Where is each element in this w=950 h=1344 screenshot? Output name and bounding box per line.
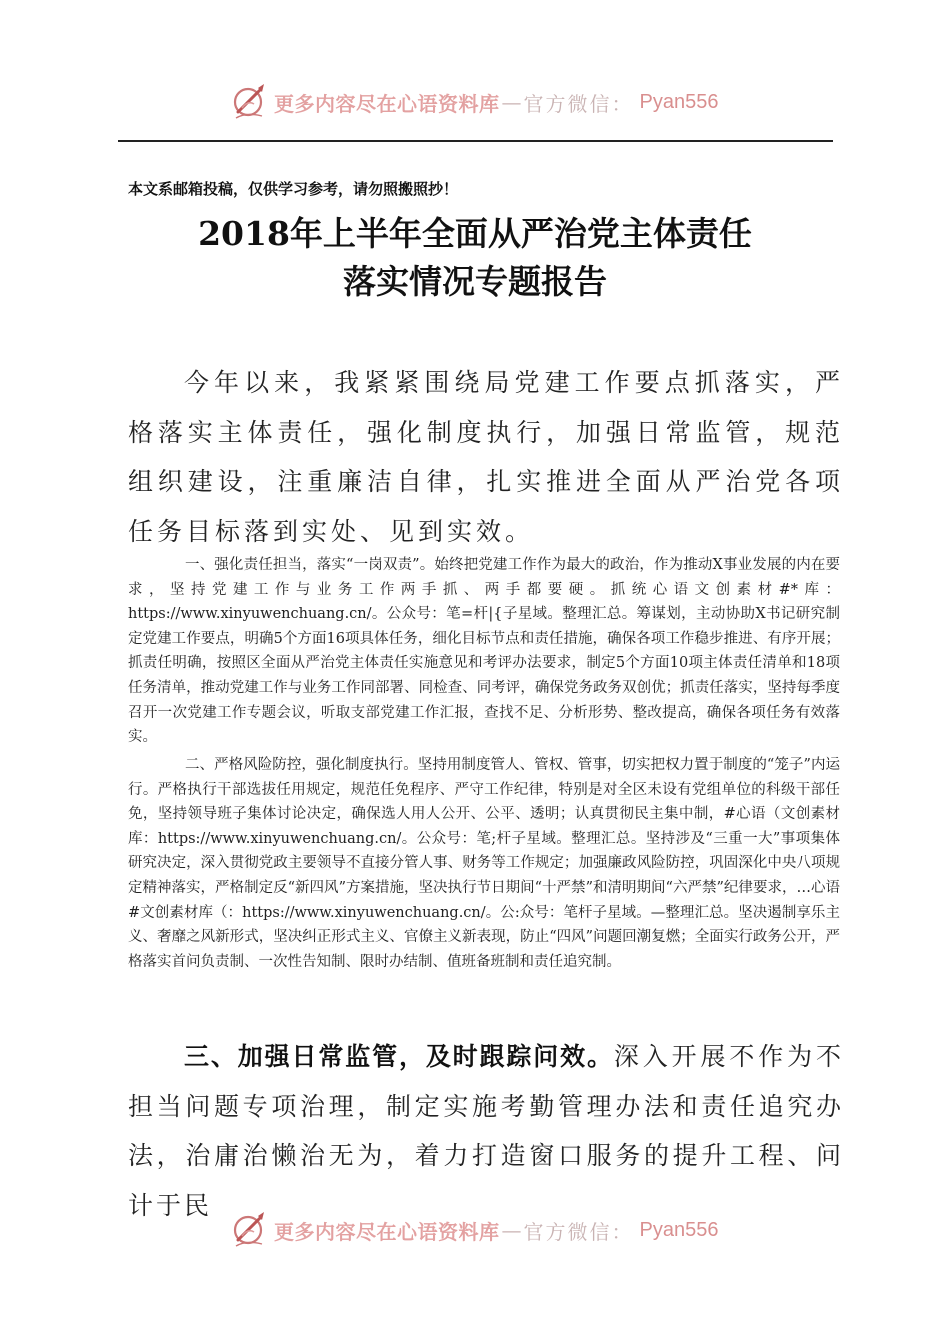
- submission-notice: 本文系邮箱投稿，仅供学习参考，请勿照搬照抄！: [128, 180, 459, 198]
- section-1-paragraph: 一、强化责任担当，落实“一岗双责”。始终把党建工作作为最大的政治，作为推动X事业发展的内在要求，坚持党建工作与业务工作两手抓、两手都要硬。抓统心语文创素材#*库：https://www.xinyuwenchuang.cn/。公众号：笔=杆|{子星域。整理汇总。筹谋划，主动协助X书记研究制定党建工作要点，明确5个方面16项具体任务，细化目标节点和责任措施，确保各项工作稳步推进、有序开展；抓责任明确，按照区全面从严治党主体责任实施意见和考评办法要求，制定5个方面10项主体责任清单和18项任务清单，推动党建工作与业务工作同部署、同检查、同考评，确保党务政务双创优；抓责任落实，坚持每季度召开一次党建工作专题会议，听取支部党建工作汇报，查找不足、分析形势、整改提高，确保各项任务有效落实。: [128, 557, 840, 746]
- document-title-line-1: 2018年上半年全面从严治党主体责任: [198, 214, 752, 253]
- section-3-heading: 三、加强日常监管，及时跟踪问效。: [184, 1042, 614, 1071]
- section-2-paragraph: 二、严格风险防控，强化制度执行。坚持用制度管人、管权、管事，切实把权力置于制度的“笼子”内运行。严格执行干部选拔任用规定，规范任免程序、严守工作纪律，特别是对全区未设有党组单位的科级干部任免，坚持领导班子集体讨论决定，确保选人用人公开、公平、透明；认真贯彻民主集中制，#心语（文创素材库：https://www.xinyuwenchuang.cn/。公众号：笔;杆子星域。整理汇总。坚持涉及“三重一大”事项集体研究决定，深入贯彻党政主要领导不直接分管人事、财务等工作规定；加强廉政风险防控，巩固深化中央八项规定精神落实，严格制定反“新四风”方案措施，坚决执行节日期间“十严禁”和清明期间“六严禁”纪律要求，…心语#文创素材库（：https://www.xinyuwenchuang.cn/。公:众号：笔杆子星域。—整理汇总。坚决遏制享乐主义、奢靡之风新形式，坚决纠正形式主义、官僚主义新表现，防止“四风”问题回潮复燃；全面实行政务公开，严格落实首问负责制、一次性告知制、限时办结制、值班备班制和责任追究制。: [128, 757, 840, 970]
- header-watermark: [0, 78, 950, 126]
- section-3-paragraph: [128, 1032, 844, 1230]
- intro-paragraph: 今年以来，我紧紧围绕局党建工作要点抓落实，严格落实主体责任，强化制度执行，加强日常监管，规范组织建设，注重廉洁自律，扎实推进全面从严治党各项任务目标落到实处、见到实效。: [128, 368, 844, 546]
- writing-hand-logo-icon: [232, 1210, 268, 1250]
- footer-watermark: [0, 1206, 950, 1254]
- section-3-text: 深入开展不作为不担当问题专项治理，制定实施考勤管理办法和责任追究办法，治庸治懒治无为，着力打造窗口服务的提升工程、问计于民: [128, 1042, 844, 1220]
- watermark-main-text: 更多内容尽在心语资料库: [274, 1219, 500, 1244]
- watermark-main-text: 更多内容尽在心语资料库: [274, 91, 500, 116]
- document-title-line-2: 落实情况专题报告: [343, 262, 607, 301]
- watermark-wechat-label: 官方微信：: [523, 1219, 634, 1244]
- watermark-wechat-id: Pyan556: [639, 1218, 719, 1241]
- watermark-dash: —: [501, 1218, 522, 1242]
- watermark-wechat-label: 官方微信：: [523, 91, 634, 116]
- watermark-wechat-id: Pyan556: [639, 90, 719, 113]
- watermark-dash: —: [501, 90, 522, 114]
- header-divider: [118, 140, 833, 142]
- writing-hand-logo-icon: [232, 82, 268, 122]
